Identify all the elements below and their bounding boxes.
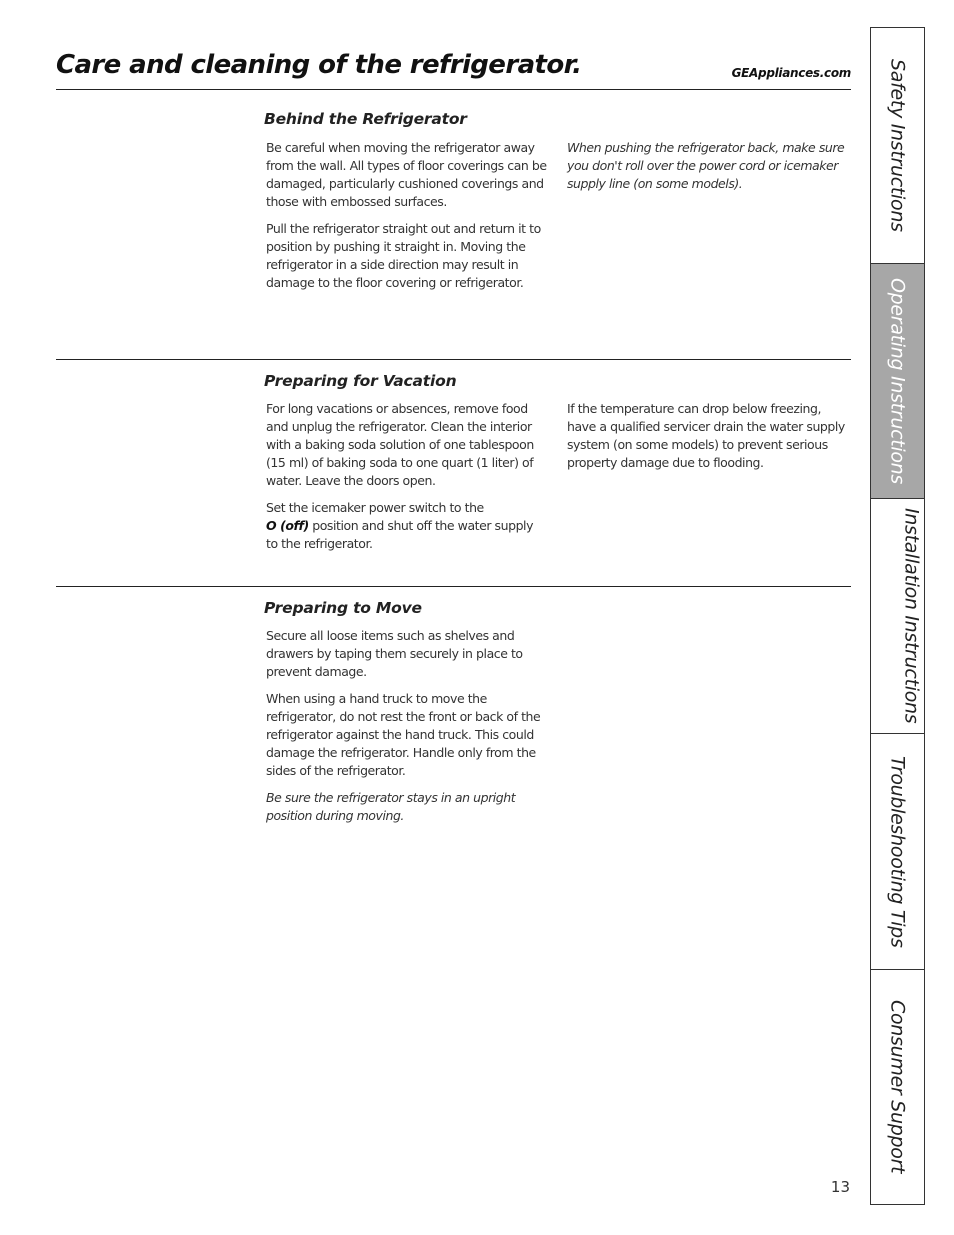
website-link[interactable]: GEAppliances.com [731,66,851,80]
tab-label: Troubleshooting Tips [886,755,909,948]
text-span: Set the icemaker power switch to the [266,500,484,515]
paragraph: Secure all loose items such as shelves and drawers by taping them securely in place to prevent damage. [266,628,523,679]
preparing-vacation-left-column [266,400,548,562]
tab-troubleshooting-tips[interactable] [871,734,924,970]
tab-label: Consumer Support [886,1000,909,1174]
header-rule [56,89,851,90]
section-heading-preparing-vacation: Preparing for Vacation [264,372,457,390]
preparing-vacation-right-column [567,400,849,481]
paragraph: For long vacations or absences, remove food and unplug the refrigerator. Clean the interior with a baking soda solution of one tablespoon (15 ml) of baking soda to one quart (1 liter) of water. Leave the doors open. [266,401,534,488]
preparing-move-left-column [266,627,548,834]
tab-label: Operating Instructions [886,277,909,485]
paragraph: Pull the refrigerator straight out and return it to position by pushing it straight in. Moving the refrigerator in a side direction may result in damage to the floor covering or refrigerator. [266,221,541,290]
tab-installation-instructions[interactable] [871,499,924,734]
paragraph: When pushing the refrigerator back, make sure you don't roll over the power cord or icemaker supply line (on some models). [567,140,845,191]
section-tabs [870,27,925,1205]
page-number: 13 [830,1178,850,1196]
page-title: Care and cleaning of the refrigerator. [56,50,582,80]
behind-refrigerator-left-column [266,139,548,301]
section-heading-behind-refrigerator: Behind the Refrigerator [264,110,467,128]
section-divider [56,586,851,587]
paragraph: Be careful when moving the refrigerator away from the wall. All types of floor coverings can be damaged, particularly cushioned coverings and those with embossed surfaces. [266,140,547,209]
paragraph: When using a hand truck to move the refrigerator, do not rest the front or back of the refrigerator against the hand truck. This could damage the refrigerator. Handle only from the sides of the refrigerator. [266,691,541,778]
tab-label: Installation Instructions [900,508,923,724]
paragraph [266,499,548,553]
behind-refrigerator-right-column [567,139,849,202]
section-divider [56,359,851,360]
section-heading-preparing-move: Preparing to Move [264,599,422,617]
tab-safety-instructions[interactable] [871,28,924,264]
paragraph: Be sure the refrigerator stays in an upright position during moving. [266,790,516,823]
tab-operating-instructions[interactable] [871,264,924,499]
paragraph: If the temperature can drop below freezing, have a qualified servicer drain the water supply system (on some models) to prevent serious property damage due to flooding. [567,401,845,470]
text-span: position and shut off the water supply to the refrigerator. [266,518,534,551]
off-position-label: O (off) [266,518,309,533]
tab-consumer-support[interactable] [871,970,924,1204]
tab-label: Safety Instructions [886,59,909,232]
